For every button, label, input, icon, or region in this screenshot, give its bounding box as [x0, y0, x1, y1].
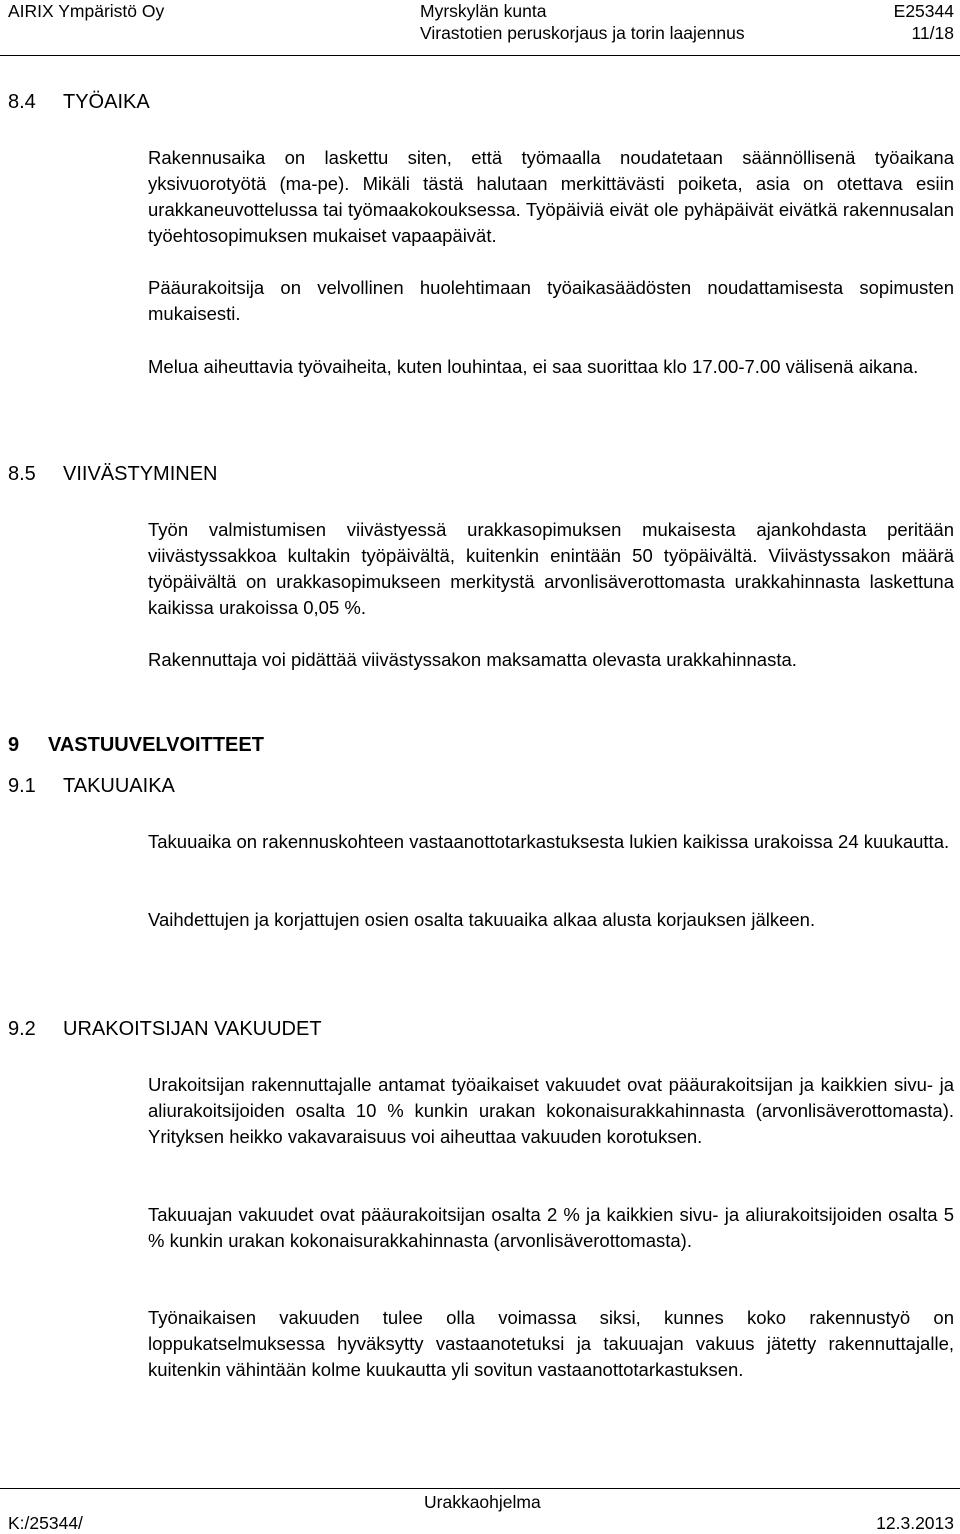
header-client: Myrskylän kunta — [420, 1, 547, 21]
heading-title: URAKOITSIJAN VAKUUDET — [63, 1018, 322, 1040]
footer-path: K:/25344/ — [8, 1513, 83, 1533]
heading-title: VASTUUVELVOITTEET — [48, 734, 264, 756]
footer-date: 12.3.2013 — [876, 1513, 954, 1533]
paragraph: Pääurakoitsija on velvollinen huolehtimaan työaikasäädösten noudattamisesta sopimusten mukaisesti. — [148, 277, 954, 324]
header-project: Virastotien peruskorjaus ja torin laajennus — [420, 23, 745, 43]
heading-8-4 — [8, 89, 150, 115]
paragraph: Rakennusaika on laskettu siten, että työmaalla noudatetaan säännöllisenä työaikana yksivuorotyötä (ma-pe). Mikäli tästä halutaan merkittävästi poiketa, asia on otettava esiin urakkaneuvottelussa tai työmaakokouksessa. Työpäiviä eivät ole pyhäpäivät eivätkä rakennusalan työehtosopimuksen mukaiset vapaapäivät. — [148, 147, 954, 246]
header-page-number: 11/18 — [911, 23, 954, 43]
header-code: E25344 — [893, 1, 954, 21]
heading-number: 9.1 — [8, 775, 36, 797]
header-divider — [0, 55, 960, 56]
paragraph: Rakennuttaja voi pidättää viivästyssakon maksamatta olevasta urakkahinnasta. — [148, 649, 797, 670]
paragraph: Työn valmistumisen viivästyessä urakkasopimuksen mukaisesta ajankohdasta peritään viivästyssakkoa kultakin työpäivältä, kuitenkin enintään 50 työpäivältä. Viivästyssakon määrä työpäivältä on urakkasopimukseen merkitystä arvonlisäverottomasta urakkahinnasta laskettuna kaikissa urakoissa 0,05 %. — [148, 519, 954, 618]
paragraph: Työnaikaisen vakuuden tulee olla voimassa siksi, kunnes koko rakennustyö on loppukatselmuksessa hyväksytty vastaanotetuksi ja takuuajan vakuus jätetty rakennuttajalle, kuitenkin vähintään kolme kuukautta yli sovitun vastaanottotarkastuksen. — [148, 1307, 954, 1380]
heading-title: TAKUUAIKA — [63, 775, 175, 797]
footer-document-name: Urakkaohjelma — [424, 1492, 541, 1512]
heading-number: 8.5 — [8, 463, 36, 485]
heading-8-5 — [8, 461, 217, 487]
heading-title: TYÖAIKA — [63, 91, 150, 113]
heading-number: 9.2 — [8, 1018, 36, 1040]
paragraph: Takuuajan vakuudet ovat pääurakoitsijan osalta 2 % ja kaikkien sivu- ja aliurakoitsijoiden osalta 5 % kunkin urakan kokonaisurakkahinnasta (arvonlisäverottomasta). — [148, 1204, 954, 1251]
heading-9-1 — [8, 773, 175, 799]
paragraph: Melua aiheuttavia työvaiheita, kuten louhintaa, ei saa suorittaa klo 17.00-7.00 välisenä aikana. — [148, 356, 919, 377]
footer-divider — [0, 1488, 960, 1489]
header-company: AIRIX Ympäristö Oy — [8, 1, 165, 21]
heading-9 — [8, 732, 264, 758]
heading-title: VIIVÄSTYMINEN — [63, 463, 218, 485]
heading-number: 9 — [8, 734, 20, 756]
heading-number: 8.4 — [8, 91, 36, 113]
paragraph: Vaihdettujen ja korjattujen osien osalta takuuaika alkaa alusta korjauksen jälkeen. — [148, 909, 816, 930]
paragraph: Urakoitsijan rakennuttajalle antamat työaikaiset vakuudet ovat pääurakoitsijan ja kaikkien sivu- ja aliurakoitsijoiden osalta 10 % kunkin urakan kokonaisurakkahinnasta (arvonlisäverottomasta). Yrityksen heikko vakavaraisuus voi aiheuttaa vakuuden korotuksen. — [148, 1074, 954, 1147]
heading-9-2 — [8, 1016, 322, 1042]
paragraph: Takuuaika on rakennuskohteen vastaanottotarkastuksesta lukien kaikissa urakoissa 24 kuukautta. — [148, 831, 950, 852]
